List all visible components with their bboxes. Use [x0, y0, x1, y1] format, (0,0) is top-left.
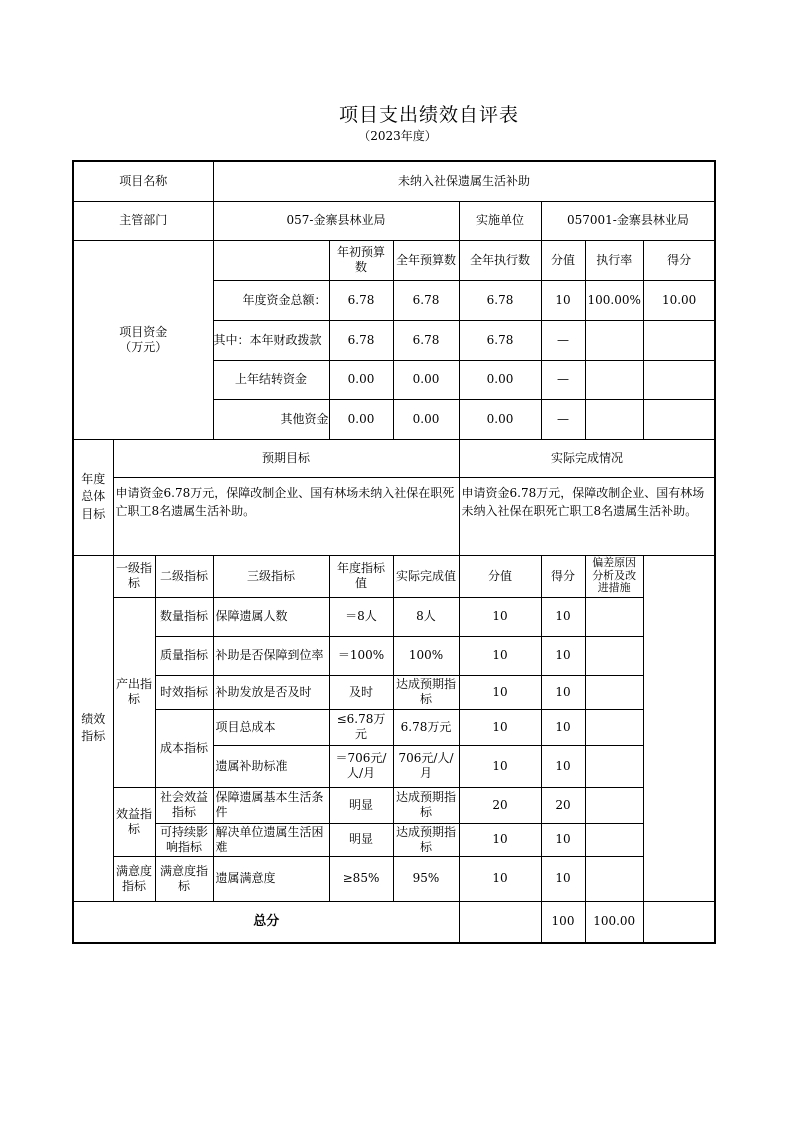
indicator-target: ＝706元/人/月 [329, 745, 393, 787]
indicator-note [585, 745, 643, 787]
indicator-note [585, 675, 643, 709]
indicator-target: ≥85% [329, 856, 393, 901]
funds-row-label: 其他资金 [213, 399, 329, 439]
indicator-score: 10 [541, 823, 585, 856]
funds-score [643, 399, 715, 439]
goals-actual-label: 实际完成情况 [459, 439, 715, 477]
indicator-score-val: 10 [459, 636, 541, 675]
level1-output: 产出指标 [113, 597, 155, 787]
level2-quantity: 数量指标 [155, 597, 213, 636]
indicator-score-val: 10 [459, 675, 541, 709]
indicator-score: 10 [541, 745, 585, 787]
unit-label: 实施单位 [459, 201, 541, 240]
total-score-val: 100 [541, 901, 585, 943]
indicator-score: 10 [541, 636, 585, 675]
indicator-score: 10 [541, 597, 585, 636]
header-score: 得分 [541, 555, 585, 597]
indicator-name: 遗属满意度 [213, 856, 329, 901]
level2-social: 社会效益指标 [155, 787, 213, 823]
indicator-header-row [73, 555, 715, 597]
indicator-name: 保障遗属基本生活条件 [213, 787, 329, 823]
indicator-actual: 达成预期指标 [393, 675, 459, 709]
funds-header-row [73, 240, 715, 280]
total-score: 100.00 [585, 901, 643, 943]
funds-init: 6.78 [329, 280, 393, 320]
indicator-target: ＝100% [329, 636, 393, 675]
funds-score [643, 320, 715, 360]
funds-init: 0.00 [329, 399, 393, 439]
level1-benefit: 效益指标 [113, 787, 155, 856]
funds-full: 6.78 [393, 280, 459, 320]
level2-timeliness: 时效指标 [155, 675, 213, 709]
funds-init: 6.78 [329, 320, 393, 360]
total-note [643, 901, 715, 943]
indicator-row [73, 823, 715, 856]
funds-score [643, 360, 715, 399]
funds-row-label: 上年结转资金 [213, 360, 329, 399]
header-level1: 一级指标 [113, 555, 155, 597]
form-year: （2023年度） [358, 129, 437, 143]
funds-header-score-val: 分值 [541, 240, 585, 280]
level2-sustainable: 可持续影响指标 [155, 823, 213, 856]
header-actual: 实际完成值 [393, 555, 459, 597]
header-score-val: 分值 [459, 555, 541, 597]
level1-satisfaction: 满意度指标 [113, 856, 155, 901]
indicator-target: ＝8人 [329, 597, 393, 636]
indicator-score: 10 [541, 856, 585, 901]
indicator-note [585, 597, 643, 636]
goals-expected-text: 申请资金6.78万元，保障改制企业、国有林场未纳入社保在职死亡职工8名遗属生活补助。 [113, 477, 459, 555]
indicator-row [73, 636, 715, 675]
goals-content-row [73, 477, 715, 555]
funds-init: 0.00 [329, 360, 393, 399]
header-level2: 二级指标 [155, 555, 213, 597]
indicator-score-val: 20 [459, 787, 541, 823]
indicator-name: 补助是否保障到位率 [213, 636, 329, 675]
project-name-row [73, 161, 715, 201]
funds-full: 0.00 [393, 399, 459, 439]
funds-exec: 0.00 [459, 360, 541, 399]
indicator-name: 遗属补助标准 [213, 745, 329, 787]
level2-cost: 成本指标 [155, 709, 213, 787]
funds-header-score: 得分 [643, 240, 715, 280]
total-label: 总分 [73, 901, 459, 943]
indicator-target: ≤6.78万元 [329, 709, 393, 745]
indicator-name: 解决单位遗属生活困难 [213, 823, 329, 856]
funds-rate: 100.00% [585, 280, 643, 320]
indicator-actual: 95% [393, 856, 459, 901]
indicator-note [585, 823, 643, 856]
indicator-target: 明显 [329, 787, 393, 823]
level2-quality: 质量指标 [155, 636, 213, 675]
indicator-score: 20 [541, 787, 585, 823]
total-row [73, 901, 715, 943]
indicator-actual: 达成预期指标 [393, 787, 459, 823]
indicator-actual: 6.78万元 [393, 709, 459, 745]
indicator-score-val: 10 [459, 709, 541, 745]
funds-label-line1: 项目资金 [119, 324, 168, 339]
funds-label-line2: （万元） [119, 339, 168, 354]
evaluation-table [72, 160, 716, 944]
indicator-score-val: 10 [459, 823, 541, 856]
indicator-actual: 706元/人/月 [393, 745, 459, 787]
indicator-actual: 达成预期指标 [393, 823, 459, 856]
indicator-row [73, 597, 715, 636]
funds-exec: 6.78 [459, 280, 541, 320]
level2-satisfaction: 满意度指标 [155, 856, 213, 901]
funds-score: 10.00 [643, 280, 715, 320]
funds-header-init: 年初预算数 [329, 240, 393, 280]
funds-exec: 0.00 [459, 399, 541, 439]
funds-exec: 6.78 [459, 320, 541, 360]
funds-full: 6.78 [393, 320, 459, 360]
indicator-note [585, 709, 643, 745]
indicator-target: 及时 [329, 675, 393, 709]
header-target: 年度指标值 [329, 555, 393, 597]
indicator-score: 10 [541, 675, 585, 709]
indicator-name: 保障遗属人数 [213, 597, 329, 636]
unit-value: 057001-金寨县林业局 [541, 201, 715, 240]
dept-label: 主管部门 [73, 201, 213, 240]
indicator-score-val: 10 [459, 856, 541, 901]
goals-actual-text: 申请资金6.78万元，保障改制企业、国有林场未纳入社保在职死亡职工8名遗属生活补助。 [459, 477, 715, 555]
funds-row-label: 其中：本年财政拨款 [213, 320, 329, 360]
indicator-row [73, 856, 715, 901]
indicator-name: 补助发放是否及时 [213, 675, 329, 709]
funds-row-label: 年度资金总额： [213, 280, 329, 320]
header-deviation: 偏差原因分析及改进措施 [585, 555, 643, 597]
indicator-actual: 100% [393, 636, 459, 675]
header-level3: 三级指标 [213, 555, 329, 597]
funds-header-exec: 全年执行数 [459, 240, 541, 280]
indicator-note [585, 856, 643, 901]
indicator-note [585, 636, 643, 675]
funds-header-rate: 执行率 [585, 240, 643, 280]
funds-full: 0.00 [393, 360, 459, 399]
indicator-row [73, 787, 715, 823]
indicator-note [585, 787, 643, 823]
indicator-actual: 8人 [393, 597, 459, 636]
indicator-score: 10 [541, 709, 585, 745]
dept-value: 057-金寨县林业局 [213, 201, 459, 240]
funds-header-full: 全年预算数 [393, 240, 459, 280]
indicator-name: 项目总成本 [213, 709, 329, 745]
funds-label [73, 240, 213, 439]
goals-label: 年度总体目标 [73, 439, 113, 555]
funds-score-val: — [541, 360, 585, 399]
funds-rate [585, 360, 643, 399]
indicator-score-val: 10 [459, 745, 541, 787]
project-name-label: 项目名称 [73, 161, 213, 201]
indicator-score-val: 10 [459, 597, 541, 636]
funds-rate [585, 320, 643, 360]
total-blank [459, 901, 541, 943]
department-row [73, 201, 715, 240]
funds-score-val: — [541, 320, 585, 360]
indicators-label: 绩效指标 [73, 555, 113, 901]
form-title: 项目支出绩效自评表 [338, 104, 519, 126]
funds-score-val: 10 [541, 280, 585, 320]
indicator-row [73, 675, 715, 709]
goals-header-row [73, 439, 715, 477]
project-name-value: 未纳入社保遗属生活补助 [213, 161, 715, 201]
funds-score-val: — [541, 399, 585, 439]
funds-header-blank [213, 240, 329, 280]
indicator-target: 明显 [329, 823, 393, 856]
goals-expected-label: 预期目标 [113, 439, 459, 477]
indicator-row [73, 709, 715, 745]
funds-rate [585, 399, 643, 439]
